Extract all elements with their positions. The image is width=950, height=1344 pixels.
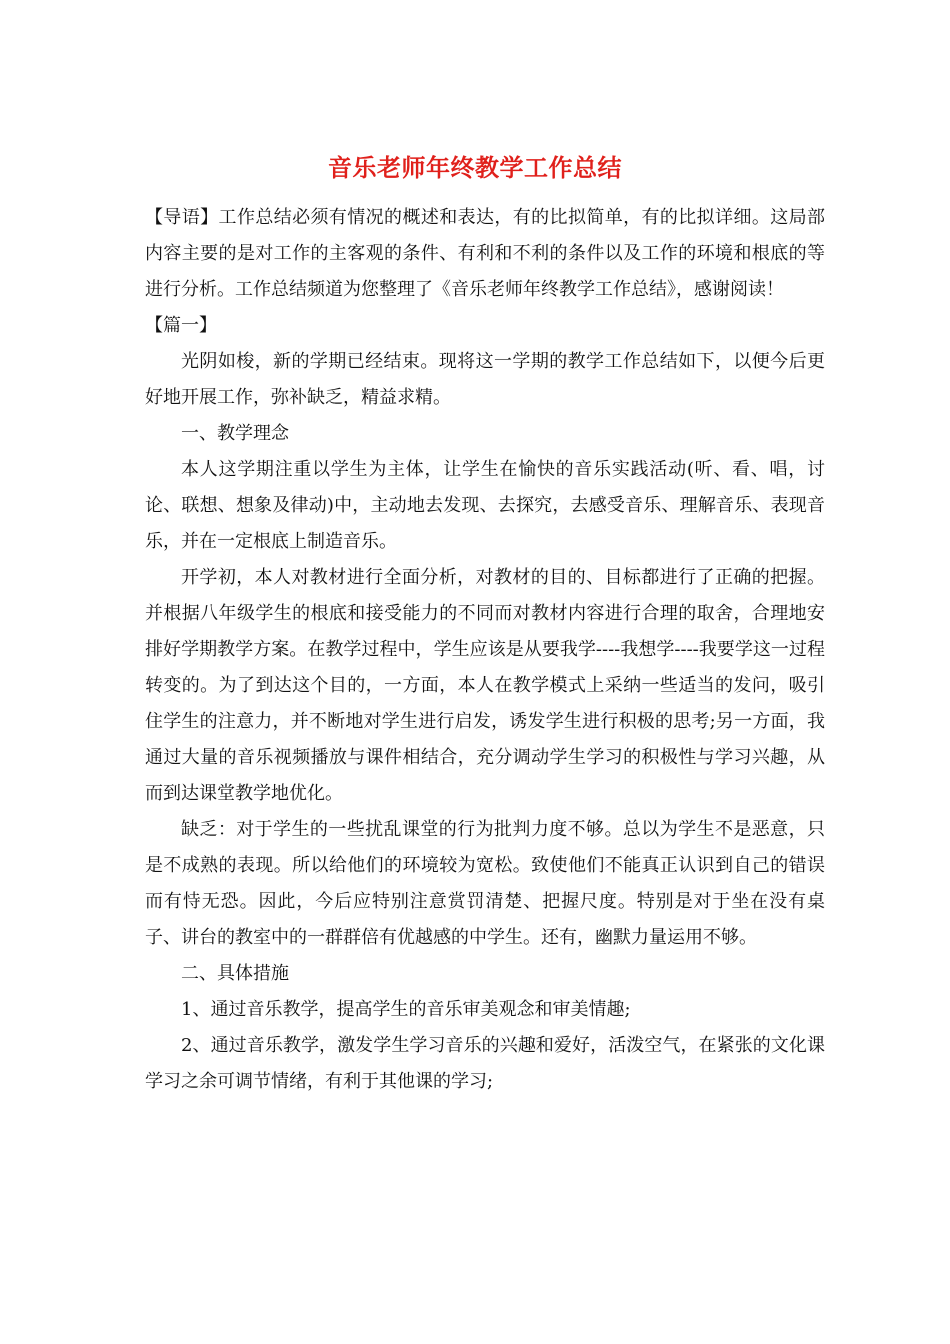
intro-paragraph: 【导语】工作总结必须有情况的概述和表达，有的比拟简单，有的比拟详细。这局部内容主要的是对工作的主客观的条件、有利和不利的条件以及工作的环境和根底的等进行分析。工作总结频道为您整理了《音乐老师年终教学工作总结》，感谢阅读！	[145, 207, 825, 300]
list-item-2: 2、通过音乐教学，激发学生学习音乐的兴趣和爱好，活泼空气，在紧张的文化课学习之余可调节情绪，有利于其他课的学习;	[145, 1035, 825, 1092]
body-paragraph-1: 本人这学期注重以学生为主体，让学生在愉快的音乐实践活动(听、看、唱，讨论、联想、想象及律动)中，主动地去发现、去探究，去感受音乐、理解音乐、表现音乐，并在一定根底上制造音乐。	[145, 459, 825, 552]
list-item-1: 1、通过音乐教学，提高学生的音乐审美观念和审美情趣;	[181, 999, 631, 1020]
section-heading-teaching-philosophy: 一、教学理念	[181, 423, 289, 444]
body-paragraph-2: 开学初，本人对教材进行全面分析，对教材的目的、目标都进行了正确的把握。并根据八年级学生的根底和接受能力的不同而对教材内容进行合理的取舍，合理地安排好学期教学方案。在教学过程中，学生应该是从要我学----我想学----我要学这一过程转变的。为了到达这个目的，一方面，本人在教学模式上采纳一些适当的发问，吸引住学生的注意力，并不断地对学生进行启发，诱发学生进行积极的思考;另一方面，我通过大量的音乐视频播放与课件相结合，充分调动学生学习的积极性与学习兴趣，从而到达课堂教学地优化。	[145, 567, 825, 804]
opening-paragraph: 光阴如梭，新的学期已经结束。现将这一学期的教学工作总结如下，以便今后更好地开展工作，弥补缺乏，精益求精。	[145, 351, 825, 408]
document-body	[145, 200, 825, 1100]
body-paragraph-3: 缺乏：对于学生的一些扰乱课堂的行为批判力度不够。总以为学生不是恶意，只是不成熟的表现。所以给他们的环境较为宽松。致使他们不能真正认识到自己的错误而有恃无恐。因此，今后应特别注意赏罚清楚、把握尺度。特别是对于坐在没有桌子、讲台的教室中的一群群倍有优越感的中学生。还有，幽默力量运用不够。	[145, 819, 825, 948]
section-heading-measures: 二、具体措施	[181, 963, 289, 984]
section-label: 【篇一】	[145, 315, 217, 336]
document-title: 音乐老师年终教学工作总结	[328, 153, 622, 182]
